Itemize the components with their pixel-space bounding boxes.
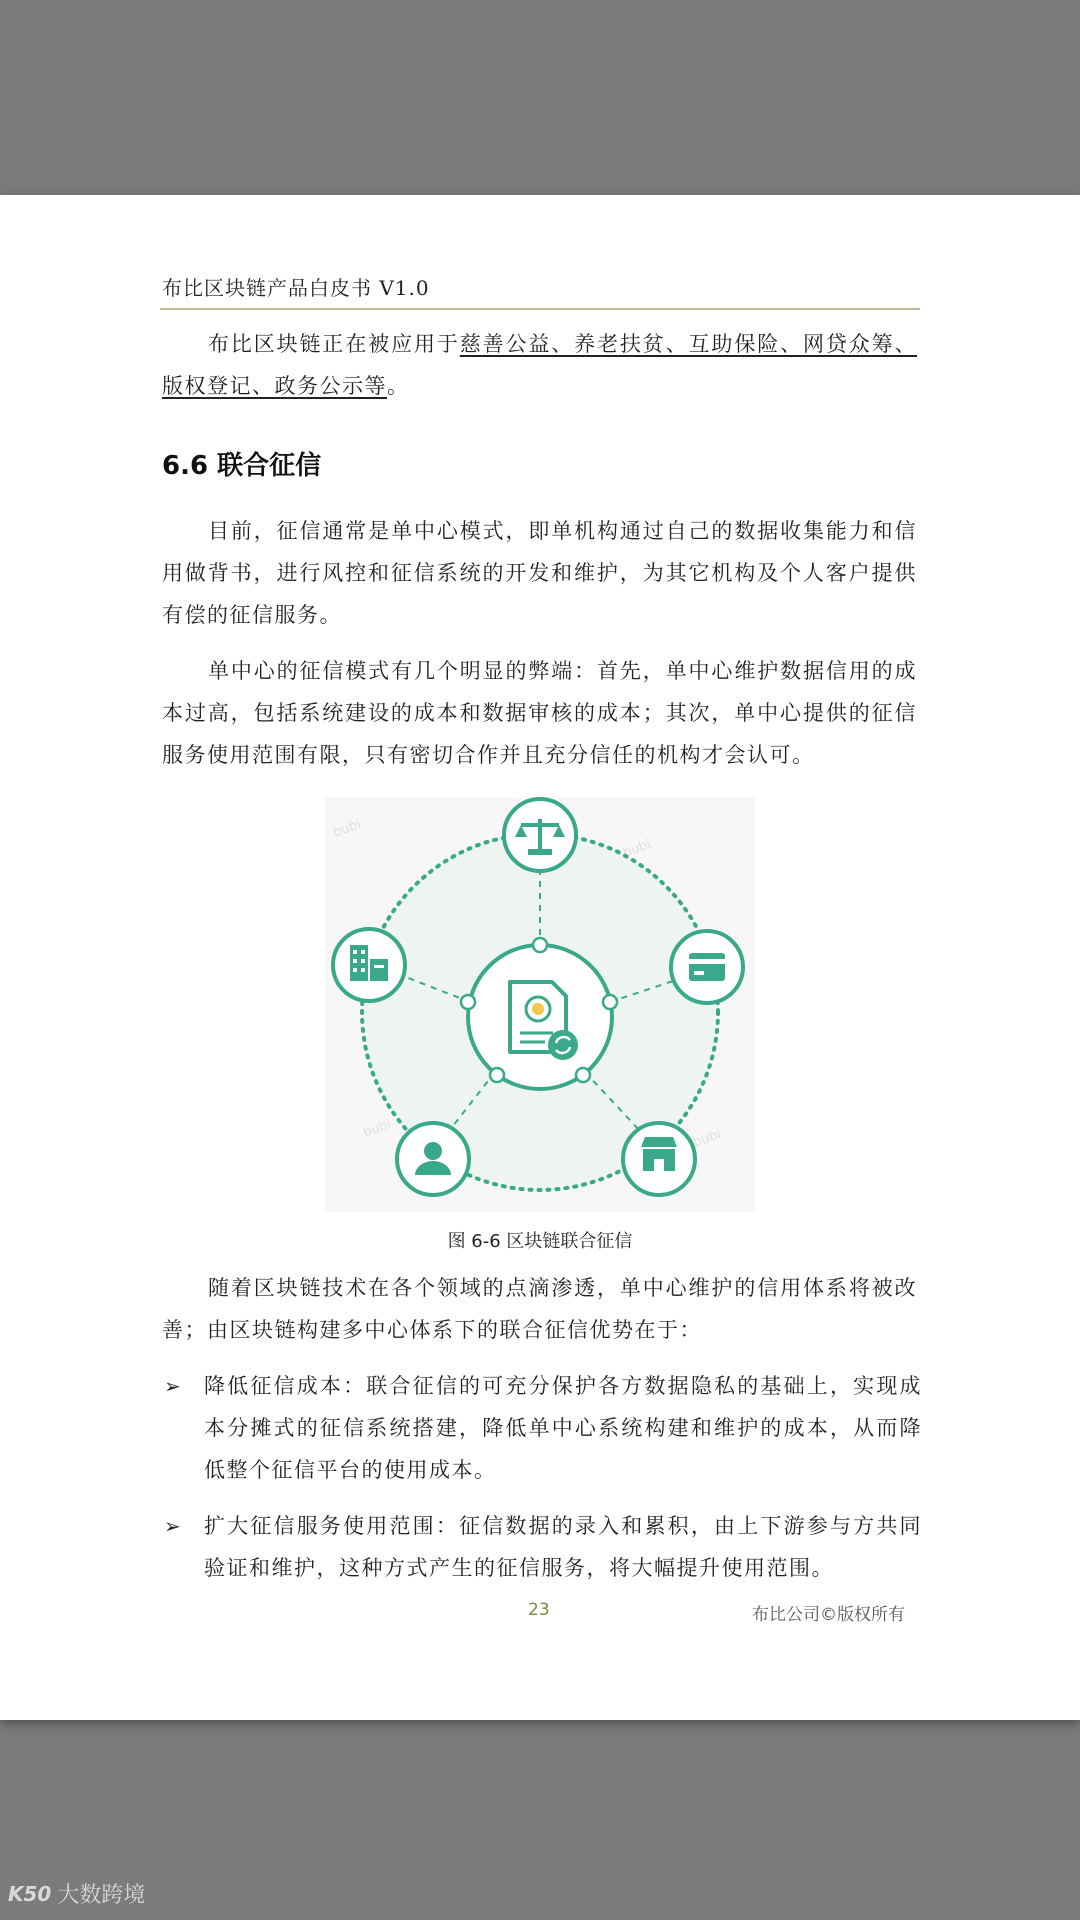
app-watermark (8, 1878, 145, 1909)
page-number: 23 (528, 1600, 550, 1620)
intro-prefix: 布比区块链正在被应用于 (208, 332, 460, 356)
page-header: 布比区块链产品白皮书 V1.0 (162, 276, 430, 300)
paragraph-1: 目前，征信通常是单中心模式，即单机构通过自己的数据收集能力和信用做背书，进行风控和征信系统的开发和维护，为其它机构及个人客户提供有偿的征信服务。 (162, 519, 917, 627)
header-divider (160, 308, 920, 310)
figure-caption: 图 6-6 区块链联合征信 (447, 1231, 633, 1252)
figure-federated-credit (325, 797, 755, 1212)
svg-text:bubi: bubi (691, 1126, 724, 1151)
section-title: 6.6 联合征信 (162, 451, 322, 481)
bullet-text: 扩大征信服务使用范围：征信数据的录入和累积，由上下游参与方共同验证和维护，这种方式产生的征信服务，将大幅提升使用范围。 (204, 1514, 922, 1580)
person-icon (397, 1123, 469, 1195)
bullet-text: 降低征信成本：联合征信的可充分保护各方数据隐私的基础上，实现成本分摊式的征信系统搭建，降低单中心系统构建和维护的成本，从而降低整个征信平台的使用成本。 (204, 1374, 922, 1482)
app-watermark-text: 大数跨境 (57, 1883, 146, 1908)
bullet-arrow-icon: ➢ (164, 1374, 183, 1398)
svg-text:bubi: bubi (331, 816, 364, 841)
bullet-item (162, 1505, 922, 1589)
balance-scale-icon (504, 799, 576, 871)
paragraph-2: 单中心的征信模式有几个明显的弊端：首先，单中心维护数据信用的成本过高，包括系统建设的成本和数据审核的成本；其次，单中心提供的征信服务使用范围有限，只有密切合作并且充分信任的机构才会认可。 (162, 659, 917, 767)
card-icon (671, 931, 743, 1003)
intro-paragraph (162, 323, 917, 407)
svg-text:bubi: bubi (621, 836, 654, 861)
bullet-arrow-icon: ➢ (164, 1514, 183, 1538)
app-logo-icon: K50 (8, 1881, 52, 1906)
store-icon (623, 1123, 695, 1195)
bullet-item (162, 1365, 922, 1491)
intro-underlined-list: 慈善公益、养老扶贫、互助保险、网贷众筹、版权登记、政务公示等 (162, 332, 918, 398)
copyright-notice: 布比公司©版权所有 (752, 1605, 905, 1625)
building-icon (333, 929, 405, 1001)
svg-text:bubi: bubi (361, 1116, 394, 1141)
intro-suffix: 。 (387, 374, 410, 398)
after-figure-paragraph: 随着区块链技术在各个领域的点滴渗透，单中心维护的信用体系将被改善；由区块链构建多中心体系下的联合征信优势在于： (162, 1276, 917, 1342)
document-page (0, 195, 1080, 1720)
federated-credit-diagram (325, 797, 755, 1212)
